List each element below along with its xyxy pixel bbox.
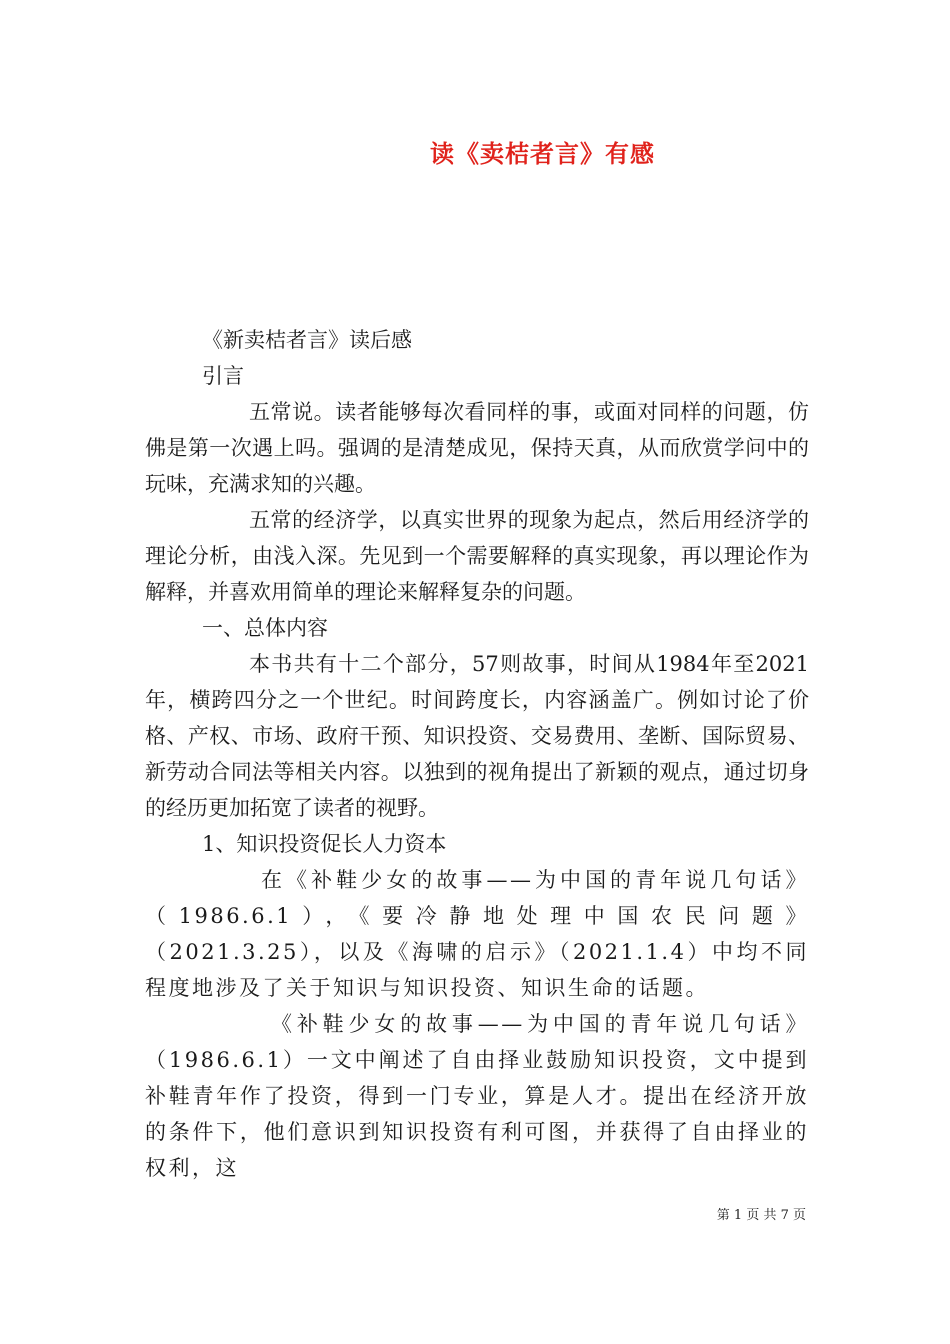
document-title: 读《卖桔者言》有感 xyxy=(430,139,655,168)
paragraph: 《新卖桔者言》读后感 xyxy=(202,328,412,352)
paragraph: 在《补鞋少女的故事——为中国的青年说几句话》（1986.6.1），《要冷静地处理中国农民问题》（2021.3.25），以及《海啸的启示》（2021.1.4）中均不同程度地涉及了关于知识与知识投资、知识生命的话题。 xyxy=(145,868,809,1000)
paragraph: 1、知识投资促长人力资本 xyxy=(202,832,447,856)
paragraph: 五常的经济学，以真实世界的现象为起点，然后用经济学的理论分析，由浅入深。先见到一个需要解释的真实现象，再以理论作为解释，并喜欢用简单的理论来解释复杂的问题。 xyxy=(145,508,809,604)
page-number: 第 1 页 共 7 页 xyxy=(716,1208,806,1223)
paragraph: 一、总体内容 xyxy=(202,616,328,640)
paragraph: 《补鞋少女的故事——为中国的青年说几句话》（1986.6.1）一文中阐述了自由择业鼓励知识投资，文中提到补鞋青年作了投资，得到一门专业，算是人才。提出在经济开放的条件下，他们意识到知识投资有利可图，并获得了自由择业的权利，这 xyxy=(145,1012,809,1180)
paragraph: 五常说。读者能够每次看同样的事，或面对同样的问题，仿佛是第一次遇上吗。强调的是清楚成见，保持天真，从而欣赏学问中的玩味，充满求知的兴趣。 xyxy=(145,400,809,496)
document-body xyxy=(145,322,809,1186)
paragraph: 本书共有十二个部分，57则故事，时间从1984年至2021年，横跨四分之一个世纪。时间跨度长，内容涵盖广。例如讨论了价格、产权、市场、政府干预、知识投资、交易费用、垄断、国际贸易、新劳动合同法等相关内容。以独到的视角提出了新颖的观点，通过切身的经历更加拓宽了读者的视野。 xyxy=(145,652,809,820)
paragraph: 引言 xyxy=(202,364,244,388)
